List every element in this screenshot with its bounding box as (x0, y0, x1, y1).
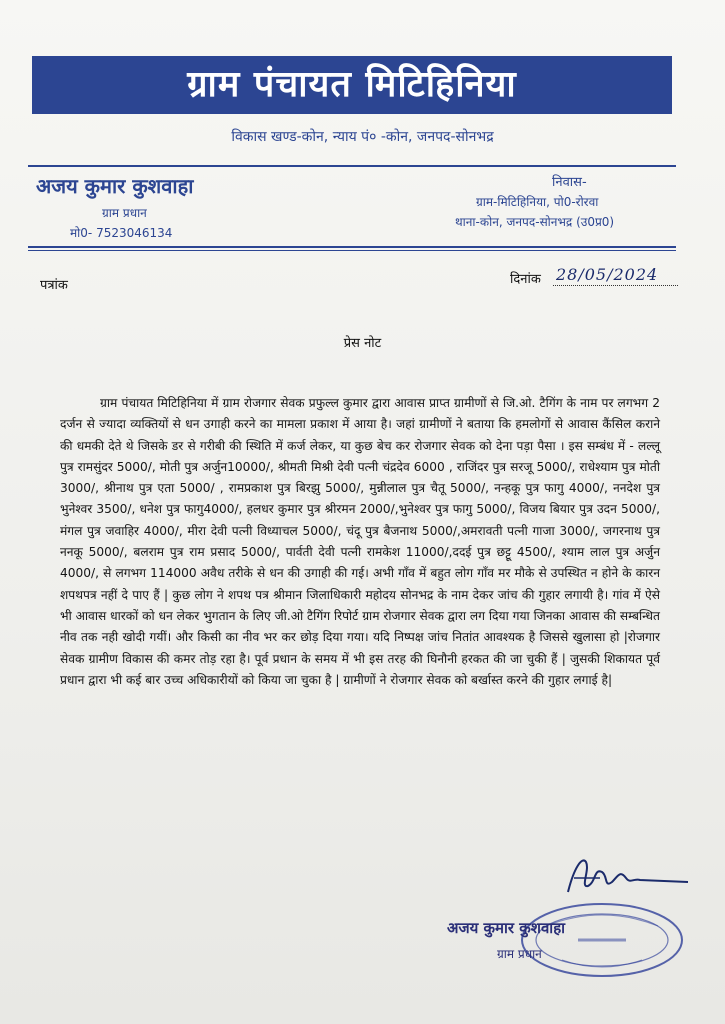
sender-mobile: मो0- 7523046134 (70, 226, 173, 240)
reference-label: पत्रांक (40, 278, 68, 293)
address-line-2: थाना-कोन, जनपद-सोनभद्र (उ0प्र0) (455, 215, 615, 229)
address-label: निवास- (552, 175, 587, 190)
handwritten-signature (560, 848, 700, 908)
official-seal-stamp (518, 900, 686, 980)
panchayat-subtitle: विकास खण्ड-कोन, न्याय पं० -कोन, जनपद-सोनभद्र (231, 129, 494, 145)
sender-name: अजय कुमार कुशवाहा (36, 174, 194, 198)
header-divider (28, 165, 676, 167)
address-line-1: ग्राम-मिटिहिनिया, पो0-रोरवा (476, 195, 599, 209)
letterhead-divider-thin (28, 250, 676, 251)
document-body: ग्राम पंचायत मिटिहिनिया में ग्राम रोजगार सेवक प्रफुल्ल कुमार द्वारा आवास प्राप्त ग्रामीणों से जि.ओ. टैगिंग के नाम पर लगभग 2 दर्जन से ज्यादा व्यक्तियों से धन उगाही करने का मामला प्रकाश में आया है। जहां ग्रामीणों ने बताया कि हमलोगों से आवास कैंसिल कराने की धमकी देते थे जिसके डर से गरीबी की स्थिति में कर्ज लेकर, या कुछ बेच कर रोजगार सेवक को देना पड़ा पैसा । इस सम्बंध में - लल्लू पुत्र रामसुंदर 5000/, मोती पुत्र अर्जुन10000/, श्रीमती मिश्री देवी पत्नी चंद्रदेव 6000 , राजिंदर पुत्र सरजू 5000/, राधेश्याम पुत्र मोती 3000/, श्रीनाथ पुत्र एता 5000/ , रामप्रकाश पुत्र बिरझु 5000/, मुन्नीलाल पुत्र चैतू 5000/, नन्हकू पुत्र फागु 4000/, ननदेश पुत्र भुनेश्वर 3500/, धनेश पुत्र फागु4000/, हलधर कुमार पुत्र श्रीरमन 2000/,भुनेश्वर पुत्र फागु 5000/, विजय बियार पुत्र उदन 5000/, मंगल पुत्र जवाहिर 4000/, मीरा देवी पत्नी विध्याचल 5000/, चंदू पुत्र बैजनाथ 5000/,अमरावती पत्नी गाजा 3000/, जगरनाथ पुत्र ननकू 5000/, बलराम पुत्र राम प्रसाद 5000/, पार्वती देवी पत्नी रामकेश 11000/,ददई पुत्र छट्टू 4500/, श्याम लाल पुत्र अर्जुन 4000/, से लगभग 114000 अवैध तरीके से धन की उगाही की गई। अभी गाँव में बहुत लोग गाँव मर मौके से उपस्थित न होने के कारन शपथपत्र नहीं दे पाए हैं | कुछ लोग ने शपथ पत्र श्रीमान जिलाधिकारी महोदय सोनभद्र के नाम देकर जांच की गुहार लगायी है। गांव में ऐसे भी आवास धारकों को धन लेकर भुगतान के लिए जी.ओ टैगिंग रिपोर्ट ग्राम रोजगार सेवक द्वारा लग दिया गया जिनका आवास की सम्बन्धित नीव तक नही खोदी गयीं। और किसी का नीव भर कर छोड़ दिया गया। यदि निष्पक्ष जांच नितांत आवश्यक है जिससे खुलासा हो |रोजगार सेवक ग्रामीण विकास की कमर तोड़ रहा है। पूर्व प्रधान के समय में भी इस तरह की घिनौनी हरकत की जा चुकी हैं | जुसकी शिकायत पूर्व प्रधान द्वारा भी कई बार उच्च अधिकारीयों को किया जा चुका है | ग्रामीणों ने रोजगार सेवक को बर्खास्त करने की गुहार लगाई है| (60, 396, 660, 687)
date-label: दिनांक (510, 272, 541, 287)
signatory-name: अजय कुमार कुशवाहा (447, 919, 566, 937)
date-value: 28/05/2024 (556, 265, 659, 284)
panchayat-title-banner: ग्राम पंचायत मिटिहिनिया (32, 56, 672, 114)
signatory-role: ग्राम प्रधान (497, 947, 542, 961)
sender-role: ग्राम प्रधान (102, 206, 147, 220)
letterhead-divider (28, 246, 676, 248)
document-title: प्रेस नोट (343, 336, 382, 351)
date-underline (553, 285, 678, 286)
